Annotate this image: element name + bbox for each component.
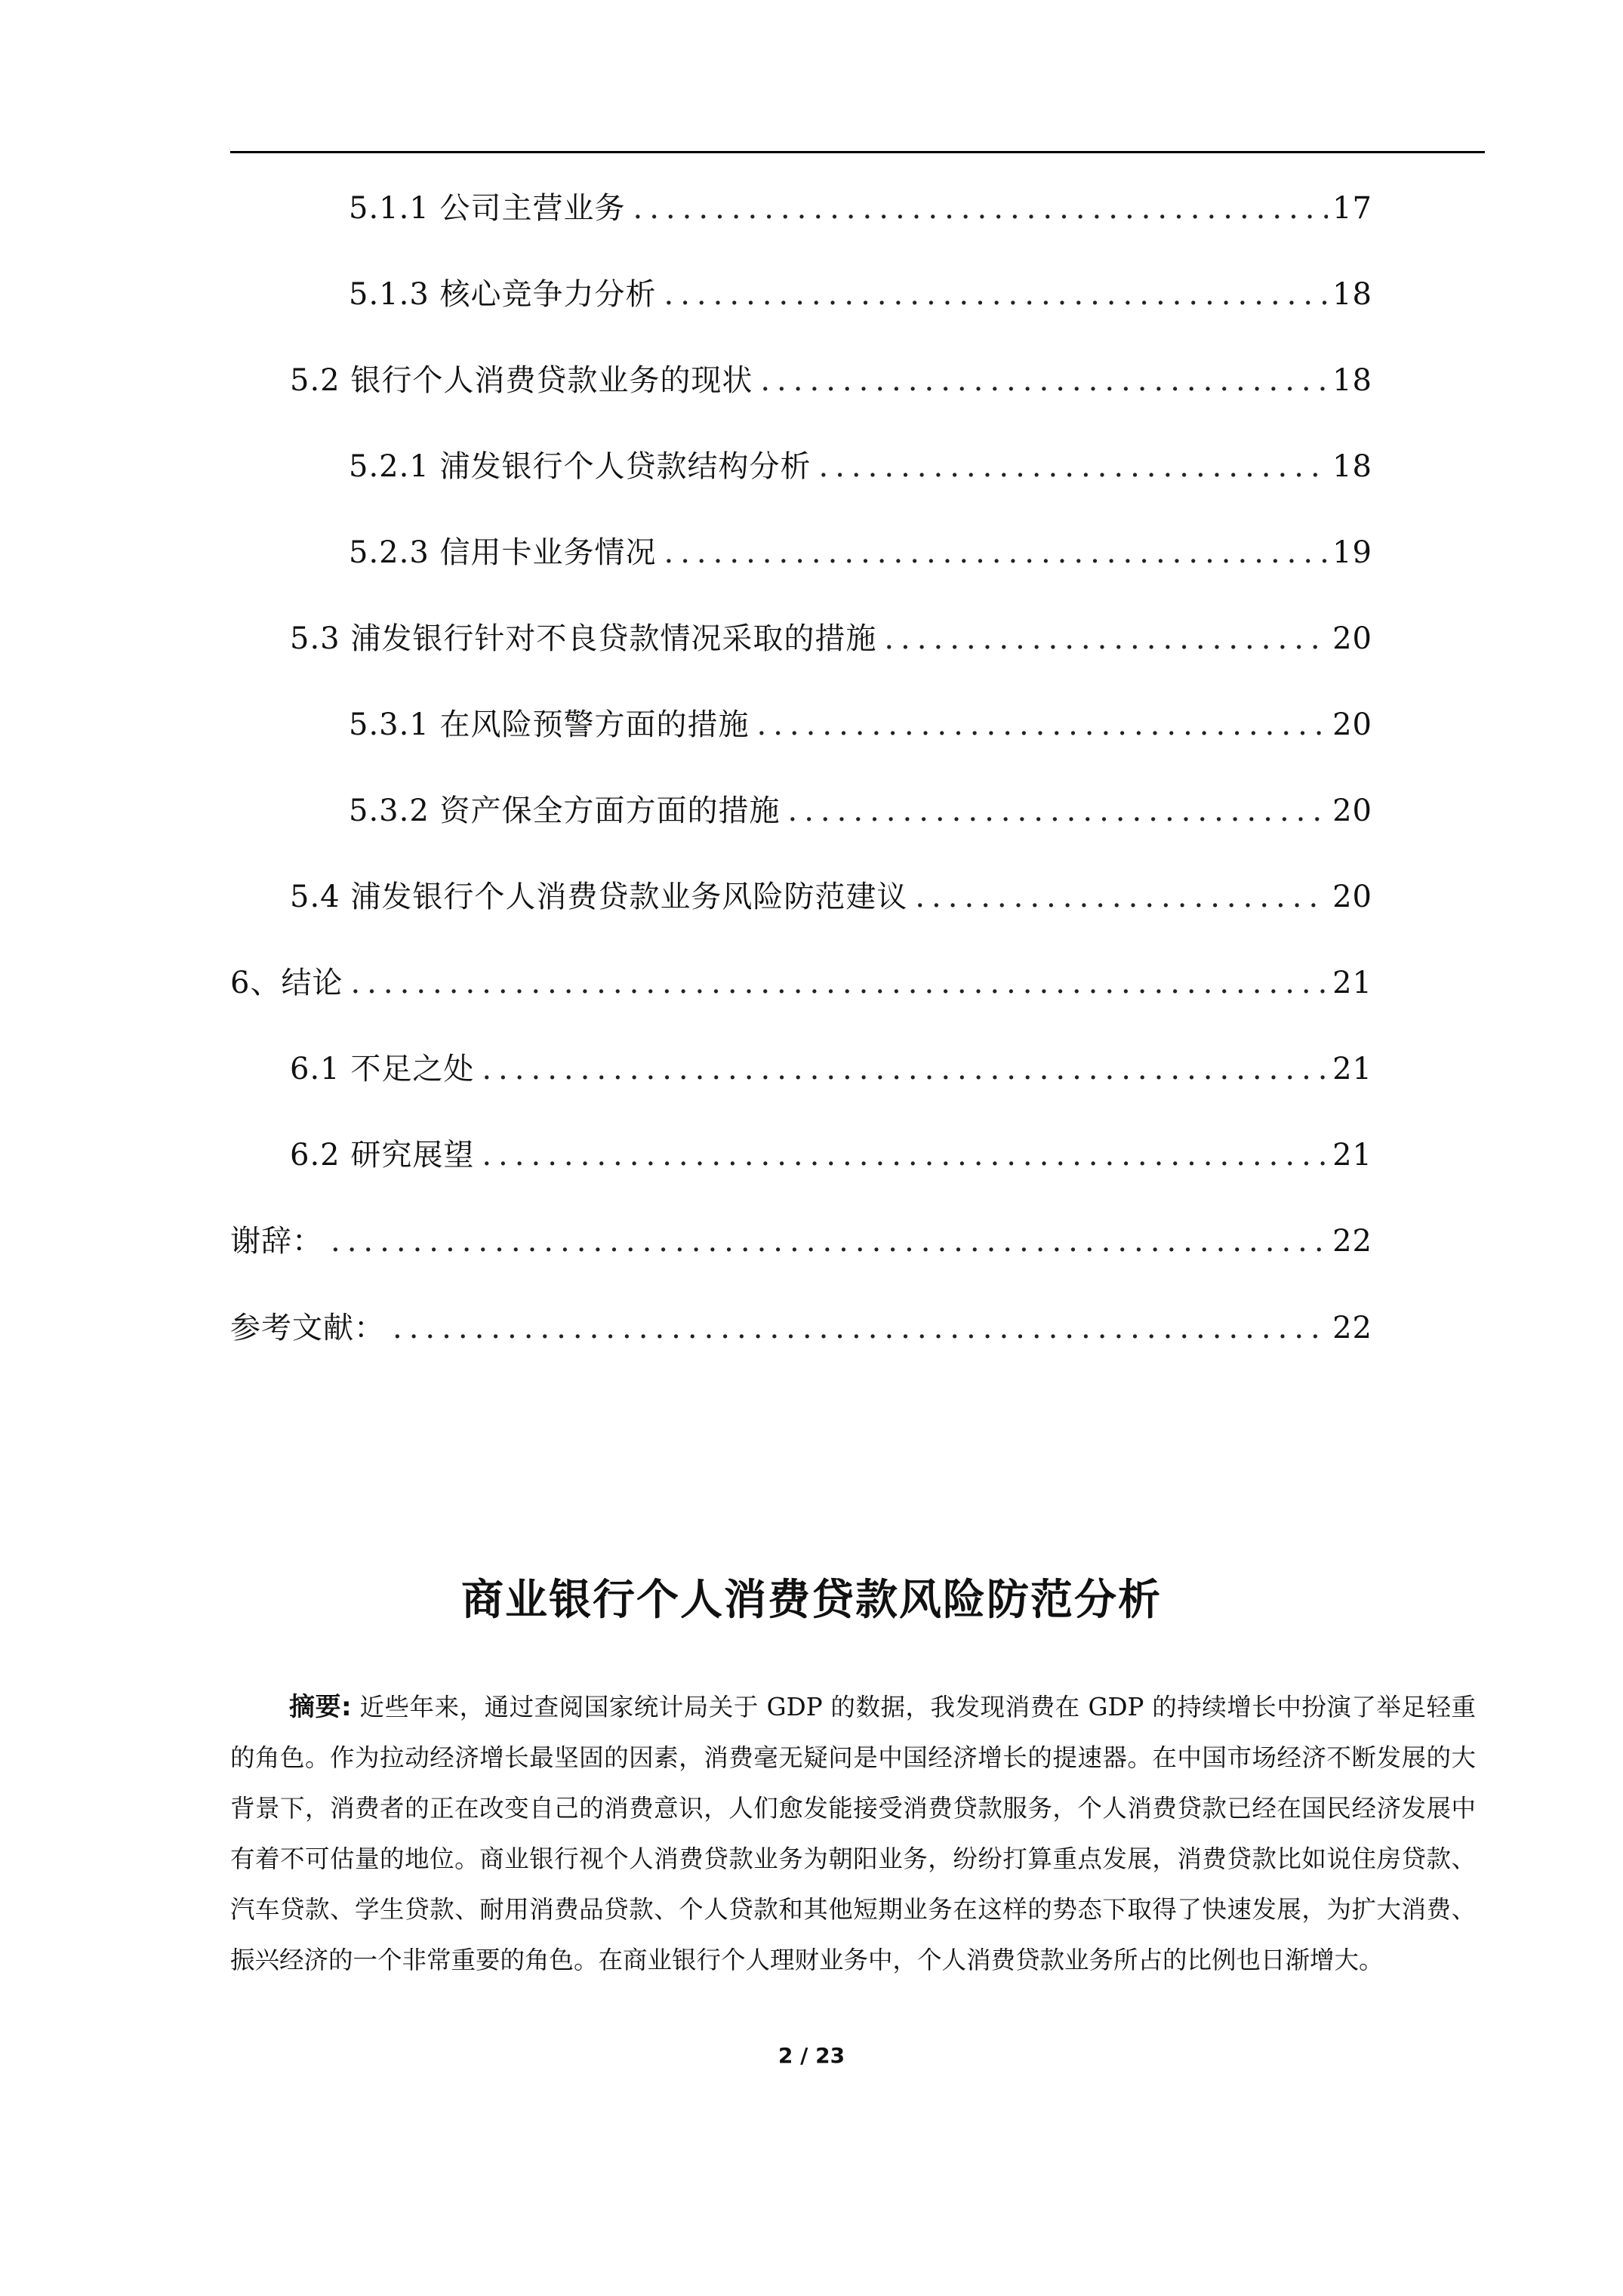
toc-entry-page: 20 (1332, 880, 1372, 914)
toc-dot-leader (788, 787, 1329, 835)
toc-entry-label: 6、结论 (230, 966, 343, 1000)
toc-dot-leader (350, 959, 1328, 1007)
toc-dot-leader (664, 529, 1329, 577)
header-rule (230, 151, 1485, 153)
toc-entry-page: 20 (1332, 621, 1372, 656)
toc-dot-leader (915, 873, 1328, 921)
toc-entry-acknowledgements[interactable] (230, 1217, 1372, 1265)
toc-entry-6-2[interactable] (290, 1131, 1372, 1179)
toc-entry-5-1-1[interactable] (349, 184, 1372, 233)
toc-dot-leader (331, 1217, 1328, 1265)
toc-entry-5-1-3[interactable] (349, 270, 1372, 319)
page-number: 2 / 23 (778, 2043, 845, 2068)
toc-dot-leader (482, 1131, 1328, 1179)
toc-entry-5-3-2[interactable] (349, 787, 1372, 835)
toc-dot-leader (884, 615, 1328, 663)
toc-entry-label: 5.3.1 在风险预警方面的措施 (349, 707, 750, 742)
abstract-paragraph (230, 1682, 1476, 1986)
toc-entry-page: 22 (1332, 1311, 1372, 1345)
toc-dot-leader (393, 1304, 1328, 1352)
toc-entry-page: 22 (1332, 1224, 1372, 1259)
toc-entry-page: 18 (1332, 449, 1372, 484)
toc-entry-page: 19 (1332, 535, 1372, 570)
toc-dot-leader (482, 1045, 1328, 1093)
toc-dot-leader (757, 701, 1329, 749)
toc-entry-page: 17 (1332, 191, 1372, 226)
toc-entry-label: 5.4 浦发银行个人消费贷款业务风险防范建议 (290, 880, 908, 914)
toc-entry-label: 5.3.2 资产保全方面方面的措施 (349, 794, 781, 828)
toc-entry-6-1[interactable] (290, 1045, 1372, 1093)
toc-entry-6[interactable] (230, 959, 1372, 1007)
toc-entry-5-2-1[interactable] (349, 442, 1372, 491)
toc-entry-label: 5.2.1 浦发银行个人贷款结构分析 (349, 449, 812, 484)
toc-entry-page: 21 (1332, 966, 1372, 1000)
toc-entry-page: 18 (1332, 363, 1372, 398)
toc-entry-label: 5.3 浦发银行针对不良贷款情况采取的措施 (290, 621, 877, 656)
toc-entry-label: 5.1.3 核心竞争力分析 (349, 277, 657, 312)
toc-entry-5-2-3[interactable] (349, 529, 1372, 577)
toc-entry-label: 6.2 研究展望 (290, 1138, 475, 1173)
toc-entry-label: 参考文献： (230, 1311, 385, 1345)
toc-entry-page: 21 (1332, 1138, 1372, 1173)
toc-entry-page: 18 (1332, 277, 1372, 312)
toc-dot-leader (819, 442, 1329, 491)
toc-dot-leader (664, 270, 1329, 319)
toc-entry-label: 5.1.1 公司主营业务 (349, 191, 626, 226)
toc-entry-page: 20 (1332, 707, 1372, 742)
toc-entry-label: 谢辞： (230, 1224, 323, 1259)
toc-entry-5-2[interactable] (290, 356, 1372, 405)
toc-dot-leader (633, 184, 1329, 233)
toc-entry-5-3[interactable] (290, 615, 1372, 663)
toc-dot-leader (760, 356, 1328, 405)
toc-entry-5-4[interactable] (290, 873, 1372, 921)
toc-entry-page: 20 (1332, 794, 1372, 828)
abstract-text: 近些年来，通过查阅国家统计局关于 GDP 的数据，我发现消费在 GDP 的持续增长中扮演了举足轻重的角色。作为拉动经济增长最坚固的因素，消费毫无疑问是中国经济增长的提速器。在中国市场经济不断发展的大背景下，消费者的正在改变自己的消费意识，人们愈发能接受消费贷款服务，个人消费贷款已经在国民经济发展中有着不可估量的地位。商业银行视个人消费贷款业务为朝阳业务，纷纷打算重点发展，消费贷款比如说住房贷款、汽车贷款、学生贷款、耐用消费品贷款、个人贷款和其他短期业务在这样的势态下取得了快速发展，为扩大消费、振兴经济的一个非常重要的角色。在商业银行个人理财业务中，个人消费贷款业务所占的比例也日渐增大。 (230, 1693, 1476, 1974)
toc-entry-label: 5.2 银行个人消费贷款业务的现状 (290, 363, 753, 398)
toc-entry-page: 21 (1332, 1052, 1372, 1086)
abstract-label: 摘要: (289, 1692, 352, 1722)
toc-entry-5-3-1[interactable] (349, 701, 1372, 749)
toc-entry-references[interactable] (230, 1304, 1372, 1352)
toc-entry-label: 5.2.3 信用卡业务情况 (349, 535, 657, 570)
toc-entry-label: 6.1 不足之处 (290, 1052, 475, 1086)
document-title: 商业银行个人消费贷款风险防范分析 (461, 1576, 1162, 1625)
